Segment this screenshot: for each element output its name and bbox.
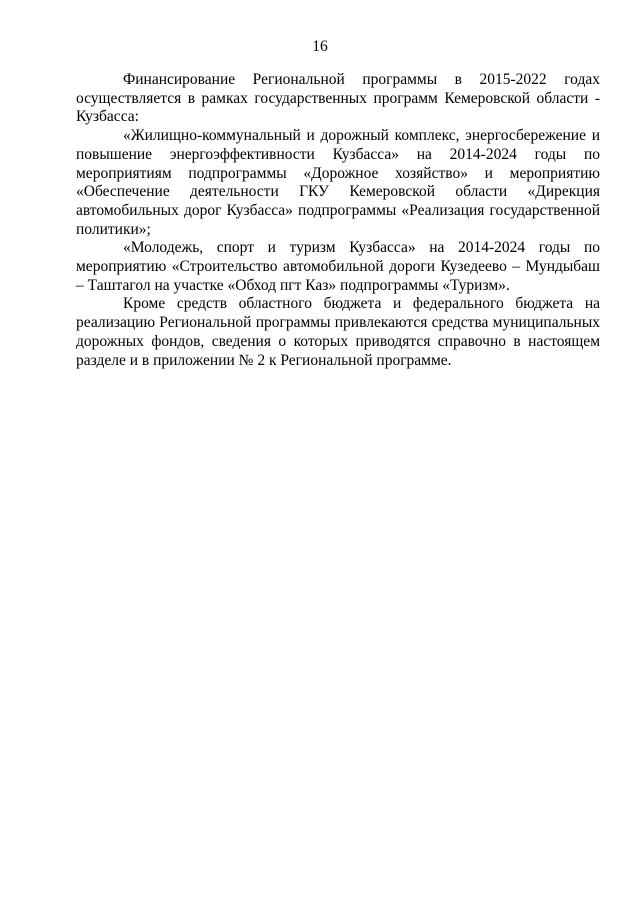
paragraph-housing-program: «Жилищно-коммунальный и дорожный комплекс, энергосбережение и повышение энергоэффективности Кузбасса» на 2014-2024 годы по мероприятиям подпрограммы «Дорожное хозяйство» и мероприятию «Обеспечение деятельности ГКУ Кемеровской области «Дирекция автомобильных дорог Кузбасса» подпрограммы «Реализация государственной политики»; — [76, 127, 600, 238]
paragraph-municipal-funds: Кроме средств областного бюджета и федерального бюджета на реализацию Региональной программы привлекаются средства муниципальных дорожных фондов, сведения о которых приводятся справочно в настоящем разделе и в приложении № 2 к Региональной программе. — [76, 295, 600, 369]
paragraph-youth-program: «Молодежь, спорт и туризм Кузбасса» на 2014-2024 годы по мероприятию «Строительство автомобильной дороги Кузедеево – Мундыбаш – Таштагол на участке «Обход пгт Каз» подпрограммы «Туризм». — [76, 239, 600, 294]
body-text — [76, 71, 600, 370]
page-number: 16 — [312, 38, 328, 55]
paragraph-financing: Финансирование Региональной программы в 2015-2022 годах осуществляется в рамках государственных программ Кемеровской области - Кузбасса: — [76, 71, 600, 126]
